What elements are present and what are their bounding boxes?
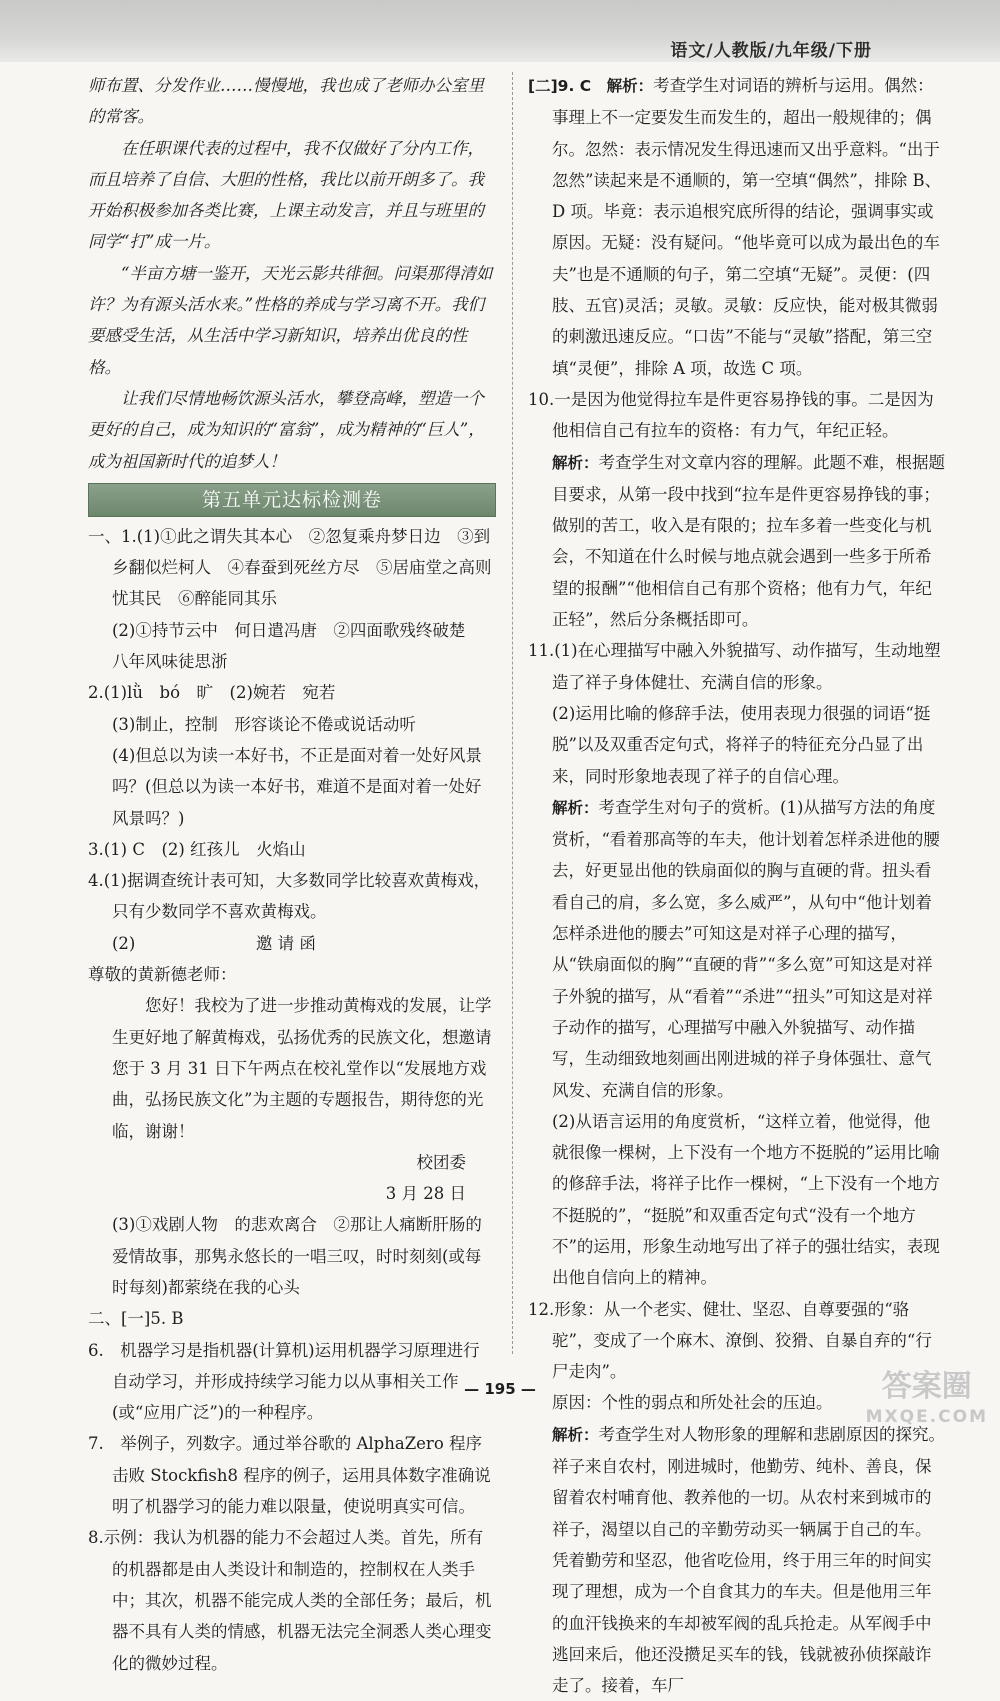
q10-explanation [528,447,946,636]
answer-q1-2: (2)①持节云中 何日遣冯唐 ②四面歌残终破楚 八年风味徒思浙 [112,620,482,672]
answer-q8 [88,1522,496,1678]
answer-q4-1: 4.(1)据调查统计表可知，大多数同学比较喜欢黄梅戏，只有少数同学不喜欢黄梅戏。 [88,871,491,922]
answer-q12: 12.形象：从一个老实、健壮、坚忍、自尊要强的“骆驼”，变成了一个麻木、潦倒、狡猾、自暴自弃的“行尸走肉”。 [528,1299,932,1382]
q9-text: 考查学生对词语的辨析与运用。偶然：事理上不一定要发生而发生的，超出一般规律的；偶尔。忽然：表示情况发生得迅速而又出乎意料。“出于忽然”读起来是不通顺的，第一空填“偶然”，排除 B、D 项。毕竟：表示追根究底所得的结论，强调事实或原因。无疑：没有疑问。“他毕竟可以成为最出色的车夫”也是不通顺的句子，第二空填“无疑”。灵便：(四肢、五官)灵活；灵敏。灵敏：反应快，能对极其微弱的刺激迅速反应。“口齿”不能与“灵敏”搭配，第三空填“灵便”，排除 A 项，故选 C 项。 [552,76,942,378]
invitation-body: 您好！我校为了进一步推动黄梅戏的发展，让学生更好地了解黄梅戏，弘扬优秀的民族文化，想邀请您于 3 月 31 日下午两点在校礼堂作以“发展地方戏曲，弘扬民族文化”为主题的专题报告，期待您的光临，谢谢！ [112,996,492,1141]
essay-paragraph: 让我们尽情地畅饮源头活水，攀登高峰，塑造一个更好的自己，成为知识的“富翁”，成为精神的“巨人”，成为祖国新时代的追梦人！ [88,388,485,471]
q11-label: 解析： [552,798,599,817]
answer-q11-1: 11.(1)在心理描写中融入外貌描写、动作描写，生动地塑造了祥子身体健壮、充满自信的形象。 [528,641,941,692]
q11-explanation [528,792,946,1106]
invitation-title: 邀 请 函 [255,933,316,953]
q12-label: 解析： [552,1425,599,1444]
q4-2-label: (2) [112,933,136,953]
answer-q6: 6. 机器学习是指机器(计算机)运用机器学习原理进行自动学习，并形成持续学习能力以从事相关工作(或“应用广泛”)的一种程序。 [88,1340,480,1423]
invitation-date: 3 月 28 日 [385,1184,466,1204]
answer-q2-4: (4)但总以为读一本好书，不正是面对着一处好风景吗？(但总以为读一本好书，难道不是面对着一处好风景吗？) [112,745,482,828]
answer-q1-1: 一、1.(1)①此之谓失其本心 ②忽复乘舟梦日边 ③到乡翻似烂柯人 ④春蚕到死丝方尽 ⑤居庙堂之高则忧其民 ⑥醉能同其乐 [88,526,492,609]
header-title: 语文/人教版/九年级/下册 [670,41,872,61]
watermark-line2: MXQE.COM [865,1407,988,1427]
answer-q2-1: 2.(1)lǜ bó 旷 (2)婉若 宛若 [88,683,336,703]
q11-ex-text: 考查学生对句子的赏析。(1)从描写方法的角度赏析，“看着那高等的车夫，他计划着怎样杀进他的腰去，好更显出他的铁扇面似的胸与直硬的背。扭头看看自己的肩，多么宽，多么威严”，从句中“他计划着怎样杀进他的腰去”可知这是对祥子心理的描写，从“铁扇面似的胸”“直硬的背”“多么宽”可知这是对祥子外貌的描写，从“看着”“杀进”“扭头”可知这是对祥子动作的描写，心理描写中融入外貌描写、动作描写，生动细致地刻画出刚进城的祥子身体强壮、意气风发、充满自信的形象。 [552,797,940,1100]
essay-paragraph: 师布置、分发作业……慢慢地，我也成了老师办公室里的常客。 [88,76,484,127]
q9-label: [二]9. C 解析： [528,77,654,95]
answer-q3: 3.(1) C (2) 红孩儿 火焰山 [88,839,306,859]
page-number: — 195 — [464,1380,536,1398]
q10-ex-text: 考查学生对文章内容的理解。此题不难，根据题目要求，从第一段中找到“拉车是件更容易挣钱的事；做别的苦工，收入是有限的；拉车多着一些变化与机会，不知道在什么时候与地点就会遇到一些多于所希望的报酬”“他相信自己有那个资格；他有力气，年纪正轻”，然后分条概括即可。 [552,452,946,630]
essay-paragraph: “半亩方塘一鉴开，天光云影共徘徊。问渠那得清如许？为有源头活水来。”性格的养成与学习离不开。我们要感受生活，从生活中学习新知识，培养出优良的性格。 [88,263,493,377]
q12-explanation [528,1419,946,1701]
q10-label: 解析： [552,453,599,472]
answer-q2-3: (3)制止，控制 形容谈论不倦或说话动听 [112,714,416,734]
left-column [88,70,496,1679]
section-banner: 第五单元达标检测卷 [88,483,496,517]
answer-q10: 10.一是因为他觉得拉车是件更容易挣钱的事。二是因为他相信自己有拉车的资格：有力气，年纪正轻。 [528,389,934,441]
q11-explanation-2: (2)从语言运用的角度赏析，“这样立着，他觉得，他就很像一棵树，上下没有一个地方不挺脱的”运用比喻的修辞手法，将祥子比作一棵树，“上下没有一个地方不挺脱的”，“挺脱”和双重否定句式“没有一个地方不”的运用，形象生动地写出了祥子的强壮结实，表现出他自信向上的精神。 [552,1111,940,1288]
answer-q4-2 [88,928,496,959]
invitation-signature: 校团委 [416,1152,466,1172]
answer-q5: 二、[一]5. B [88,1309,184,1329]
q8-text: 我认为机器的能力不会超过人类。首先，所有的机器都是由人类设计和制造的，控制权在人类手中；其次，机器不能完成人类的全部任务；最后，机器不具有人类的情感，机器无法完全洞悉人类心理变化的微妙过程。 [112,1528,492,1673]
invitation-greeting: 尊敬的黄新德老师： [88,965,237,985]
right-column [528,70,946,1701]
essay-paragraph: 在任职课代表的过程中，我不仅做好了分内工作，而且培养了自信、大胆的性格，我比以前开朗多了。我开始积极参加各类比赛，上课主动发言，并且与班里的同学“打”成一片。 [88,138,484,252]
header-band [0,0,1000,62]
q8-label: 8.示例： [88,1528,154,1548]
answer-q9 [528,70,946,384]
q12-ex-text: 考查学生对人物形象的理解和悲剧原因的探究。祥子来自农村，刚进城时，他勤劳、纯朴、善良，保留着农村哺育他、教养他的一切。从农村来到城市的祥子，渴望以自己的辛勤劳动买一辆属于自己的车。凭着勤劳和坚忍，他省吃俭用，终于用三年的时间实现了理想，成为一个自食其力的车夫。但是他用三年的血汗钱换来的车却被军阀的乱兵抢走。从军阀手中逃回来后，他还没攒足买车的钱，钱就被孙侦探敲诈走了。接着，车厂 [552,1424,946,1696]
answer-q4-3: (3)①戏剧人物 的悲欢离合 ②那让人痛断肝肠的爱情故事，那隽永悠长的一唱三叹，时时刻刻(或每时每刻)都萦绕在我的心头 [112,1215,482,1297]
q12-reason: 原因：个性的弱点和所处社会的压迫。 [552,1393,833,1413]
answer-q7: 7. 举例子，列数字。通过举谷歌的 AlphaZero 程序击败 Stockfish8 程序的例子，运用具体数字准确说明了机器学习的能力难以限量，使说明真实可信。 [88,1434,491,1517]
column-divider [512,72,514,1354]
watermark-logo [865,1369,988,1432]
answer-q11-2: (2)运用比喻的修辞手法，使用表现力很强的词语“挺脱”以及双重否定句式，将祥子的特征充分凸显了出来，同时形象地表现了祥子的自信心理。 [552,703,931,786]
watermark-line1: 答案圈 [881,1369,972,1404]
